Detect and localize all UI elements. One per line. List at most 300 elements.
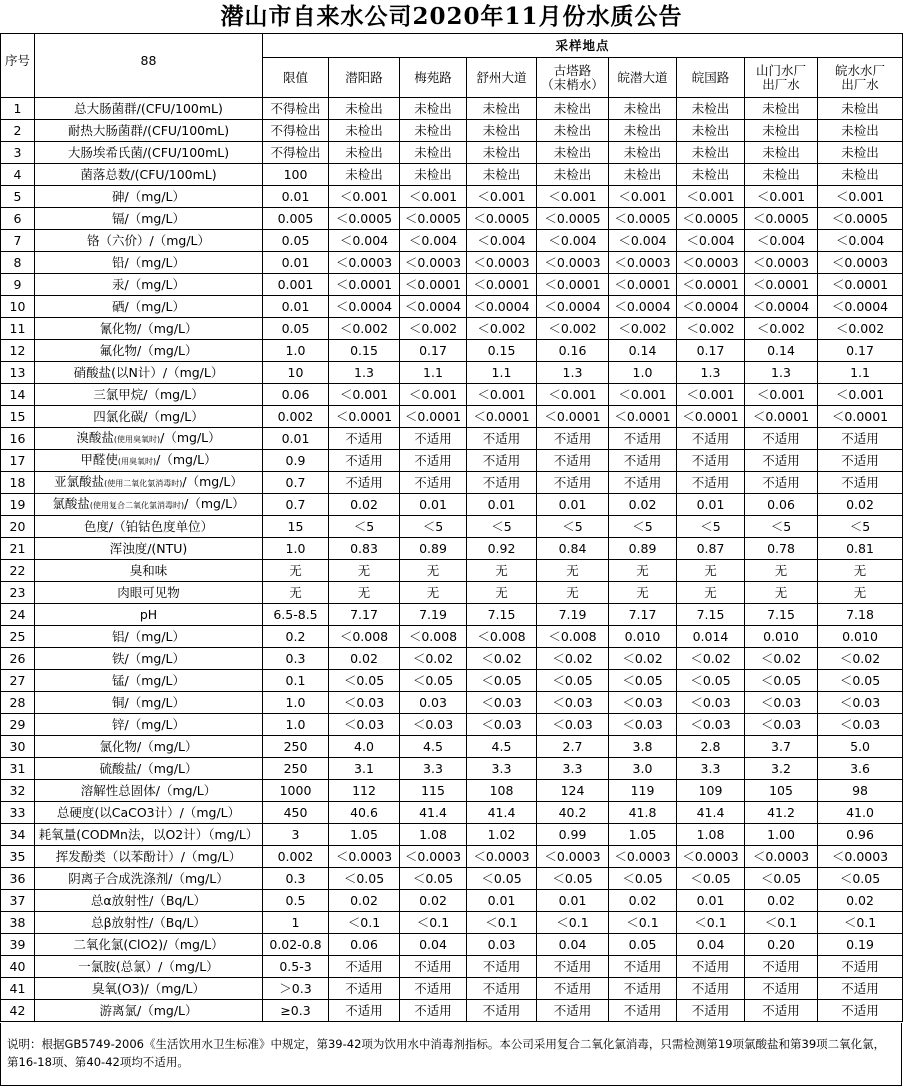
measured-value: ＜0.0005	[745, 208, 818, 230]
col-header-site-2: 梅苑路	[400, 58, 467, 98]
table-row	[1, 274, 903, 296]
measured-value: 0.78	[745, 538, 818, 560]
row-number: 4	[1, 164, 35, 186]
measured-value: 0.15	[329, 340, 400, 362]
measured-value: ＜0.02	[400, 648, 467, 670]
measured-value: ＜0.05	[609, 868, 677, 890]
measured-value: 3.2	[745, 758, 818, 780]
row-number: 41	[1, 978, 35, 1000]
measured-value: 无	[329, 560, 400, 582]
measured-value: 0.20	[745, 934, 818, 956]
measured-value: 2.7	[537, 736, 609, 758]
measured-value: ＜5	[537, 516, 609, 538]
measured-value: 不适用	[609, 450, 677, 472]
measured-value: 0.16	[537, 340, 609, 362]
table-row	[1, 802, 903, 824]
measured-value: 未检出	[745, 164, 818, 186]
measured-value: ＜0.1	[467, 912, 537, 934]
measured-value: 1.1	[467, 362, 537, 384]
measured-value: ＜0.1	[745, 912, 818, 934]
measured-value: 109	[677, 780, 745, 802]
measured-value: ＜0.0001	[467, 274, 537, 296]
col-header-site-4: 古塔路 （末梢水）	[537, 58, 609, 98]
measured-value: ＜0.05	[400, 868, 467, 890]
measured-value: ＜0.1	[818, 912, 903, 934]
measured-value: 不适用	[467, 472, 537, 494]
limit-value: 0.3	[263, 648, 329, 670]
table-row	[1, 494, 903, 516]
measured-value: 不适用	[467, 956, 537, 978]
measured-value: 未检出	[400, 98, 467, 120]
measured-value: 0.05	[609, 934, 677, 956]
row-number: 12	[1, 340, 35, 362]
measured-value: ＜0.05	[745, 868, 818, 890]
measured-value: 不适用	[818, 472, 903, 494]
measured-value: ＜0.001	[677, 384, 745, 406]
measured-value: 4.5	[400, 736, 467, 758]
measured-value: 41.0	[818, 802, 903, 824]
limit-value: 1000	[263, 780, 329, 802]
measured-value: 40.2	[537, 802, 609, 824]
measured-value: ＜0.03	[745, 714, 818, 736]
measured-value: ＜0.0001	[818, 274, 903, 296]
row-number: 17	[1, 450, 35, 472]
measured-value: 1.3	[329, 362, 400, 384]
measured-value: 0.01	[537, 494, 609, 516]
measured-value: 0.15	[467, 340, 537, 362]
measured-value: 不适用	[467, 1000, 537, 1022]
measured-value: 4.0	[329, 736, 400, 758]
measured-value: 3.1	[329, 758, 400, 780]
indicator-name: 锌/（mg/L）	[35, 714, 263, 736]
col-header-site-5: 皖潜大道	[609, 58, 677, 98]
table-row	[1, 450, 903, 472]
table-row	[1, 208, 903, 230]
measured-value: ＜5	[745, 516, 818, 538]
row-number: 26	[1, 648, 35, 670]
table-row	[1, 692, 903, 714]
measured-value: ＜0.03	[609, 714, 677, 736]
table-row	[1, 296, 903, 318]
measured-value: 未检出	[609, 98, 677, 120]
limit-value: 0.02-0.8	[263, 934, 329, 956]
measured-value: 41.4	[467, 802, 537, 824]
measured-value: 0.02	[400, 890, 467, 912]
measured-value: ＜0.001	[609, 384, 677, 406]
measured-value: ＜0.03	[329, 714, 400, 736]
table-row	[1, 318, 903, 340]
measured-value: 不适用	[745, 472, 818, 494]
indicator-name: 色度/（铂钴色度单位）	[35, 516, 263, 538]
measured-value: ＜0.1	[329, 912, 400, 934]
measured-value: 7.15	[677, 604, 745, 626]
measured-value: ＜0.0003	[609, 846, 677, 868]
measured-value: 未检出	[329, 142, 400, 164]
measured-value: 1.05	[329, 824, 400, 846]
measured-value: ＜0.0001	[467, 406, 537, 428]
measured-value: ＜0.1	[537, 912, 609, 934]
measured-value: ＜5	[467, 516, 537, 538]
measured-value: ＜0.02	[537, 648, 609, 670]
measured-value: 3.3	[467, 758, 537, 780]
measured-value: 不适用	[609, 1000, 677, 1022]
measured-value: 未检出	[400, 120, 467, 142]
measured-value: ＜0.1	[400, 912, 467, 934]
measured-value: 未检出	[609, 142, 677, 164]
measured-value: 1.0	[609, 362, 677, 384]
measured-value: ＜0.0005	[818, 208, 903, 230]
measured-value: 0.014	[677, 626, 745, 648]
measured-value: 未检出	[400, 142, 467, 164]
measured-value: ＜0.002	[609, 318, 677, 340]
indicator-name: 四氯化碳/（mg/L）	[35, 406, 263, 428]
measured-value: 3.0	[609, 758, 677, 780]
measured-value: ＜0.001	[677, 186, 745, 208]
measured-value: 124	[537, 780, 609, 802]
measured-value: 0.03	[467, 934, 537, 956]
limit-value: 3	[263, 824, 329, 846]
row-number: 31	[1, 758, 35, 780]
measured-value: 不适用	[467, 978, 537, 1000]
measured-value: 41.4	[677, 802, 745, 824]
measured-value: 不适用	[609, 956, 677, 978]
table-row	[1, 120, 903, 142]
measured-value: 112	[329, 780, 400, 802]
measured-value: 不适用	[745, 978, 818, 1000]
measured-value: 1.3	[745, 362, 818, 384]
row-number: 14	[1, 384, 35, 406]
measured-value: ＜0.001	[329, 384, 400, 406]
measured-value: ＜0.03	[537, 714, 609, 736]
measured-value: 1.02	[467, 824, 537, 846]
measured-value: 不适用	[537, 978, 609, 1000]
row-number: 24	[1, 604, 35, 626]
measured-value: ＜0.001	[745, 186, 818, 208]
measured-value: 未检出	[677, 142, 745, 164]
measured-value: ＜0.03	[400, 714, 467, 736]
water-quality-table	[0, 33, 903, 1022]
table-row	[1, 956, 903, 978]
limit-value: 1.0	[263, 538, 329, 560]
measured-value: ＜0.002	[745, 318, 818, 340]
measured-value: 未检出	[745, 98, 818, 120]
col-header-site-1: 潜阳路	[329, 58, 400, 98]
row-number: 35	[1, 846, 35, 868]
table-row	[1, 230, 903, 252]
measured-value: 0.010	[818, 626, 903, 648]
measured-value: 不适用	[400, 978, 467, 1000]
page-title: 潜山市自来水公司2020年11月份水质公告	[220, 3, 683, 30]
indicator-name: 三氯甲烷/（mg/L）	[35, 384, 263, 406]
measured-value: ＜0.0003	[745, 846, 818, 868]
limit-value: 0.7	[263, 472, 329, 494]
row-number: 28	[1, 692, 35, 714]
row-number: 1	[1, 98, 35, 120]
measured-value: ＜0.002	[677, 318, 745, 340]
indicator-name: pH	[35, 604, 263, 626]
limit-value: 0.5-3	[263, 956, 329, 978]
measured-value: ＜0.05	[537, 868, 609, 890]
measured-value: 未检出	[745, 120, 818, 142]
measured-value: 7.19	[537, 604, 609, 626]
measured-value: 5.0	[818, 736, 903, 758]
measured-value: 3.7	[745, 736, 818, 758]
measured-value: ＜0.001	[537, 384, 609, 406]
indicator-name: 锰/（mg/L）	[35, 670, 263, 692]
indicator-name: 铜/（mg/L）	[35, 692, 263, 714]
measured-value: ＜0.0003	[467, 252, 537, 274]
measured-value: 0.19	[818, 934, 903, 956]
measured-value: 未检出	[329, 120, 400, 142]
measured-value: ＜0.0003	[537, 846, 609, 868]
measured-value: ＜0.0001	[818, 406, 903, 428]
measured-value: 不适用	[677, 428, 745, 450]
measured-value: 119	[609, 780, 677, 802]
measured-value: 0.02	[329, 494, 400, 516]
table-row	[1, 890, 903, 912]
table-body	[1, 98, 903, 1022]
measured-value: ＜0.0004	[677, 296, 745, 318]
measured-value: 0.02	[609, 890, 677, 912]
measured-value: 7.19	[400, 604, 467, 626]
measured-value: ＜0.001	[400, 186, 467, 208]
table-row	[1, 538, 903, 560]
table-row	[1, 560, 903, 582]
measured-value: ＜0.0001	[329, 406, 400, 428]
measured-value: ＜0.0003	[677, 252, 745, 274]
measured-value: 41.8	[609, 802, 677, 824]
measured-value: 0.04	[537, 934, 609, 956]
row-number: 36	[1, 868, 35, 890]
measured-value: 2.8	[677, 736, 745, 758]
limit-value: 0.01	[263, 186, 329, 208]
measured-value: ＜0.004	[609, 230, 677, 252]
indicator-name: 氟化物/（mg/L）	[35, 340, 263, 362]
measured-value: 不适用	[677, 978, 745, 1000]
measured-value: ＜0.0005	[677, 208, 745, 230]
measured-value: 4.5	[467, 736, 537, 758]
measured-value: 3.8	[609, 736, 677, 758]
measured-value: 无	[745, 582, 818, 604]
table-row	[1, 1000, 903, 1022]
measured-value: 不适用	[609, 978, 677, 1000]
measured-value: 不适用	[537, 428, 609, 450]
indicator-name: 二氧化氯(ClO2)/（mg/L）	[35, 934, 263, 956]
table-row	[1, 252, 903, 274]
measured-value: ＜0.008	[400, 626, 467, 648]
measured-value: ＜0.0003	[329, 846, 400, 868]
table-row	[1, 340, 903, 362]
footnote: 说明：根据GB5749-2006《生活饮用水卫生标准》中规定，第39-42项为饮用水中消毒剂指标。本公司采用复合二氧化氯消毒，只需检测第19项氯酸盐和第39项二氧化氯，第16-18项、第40-42项均不适用。	[0, 1023, 902, 1086]
measured-value: 未检出	[537, 142, 609, 164]
measured-value: ＜0.004	[537, 230, 609, 252]
indicator-name: 总α放射性/（Bq/L）	[35, 890, 263, 912]
measured-value: 7.15	[467, 604, 537, 626]
measured-value: ＜0.002	[818, 318, 903, 340]
measured-value: 无	[537, 582, 609, 604]
measured-value: ＜0.1	[609, 912, 677, 934]
measured-value: ＜0.004	[745, 230, 818, 252]
measured-value: 41.2	[745, 802, 818, 824]
measured-value: ＜0.05	[818, 868, 903, 890]
measured-value: ＜0.03	[818, 714, 903, 736]
measured-value: 105	[745, 780, 818, 802]
measured-value: ＜0.0001	[609, 274, 677, 296]
measured-value: ＜5	[400, 516, 467, 538]
measured-value: 无	[400, 582, 467, 604]
measured-value: ＜0.001	[745, 384, 818, 406]
measured-value: 未检出	[677, 120, 745, 142]
row-number: 29	[1, 714, 35, 736]
row-number: 30	[1, 736, 35, 758]
col-header-limit: 限值	[263, 58, 329, 98]
measured-value: 无	[677, 582, 745, 604]
col-header-site-7: 山门水厂 出厂水	[745, 58, 818, 98]
measured-value: 未检出	[400, 164, 467, 186]
measured-value: ＜0.0003	[677, 846, 745, 868]
measured-value: ＜0.0001	[329, 274, 400, 296]
measured-value: ＜0.0004	[467, 296, 537, 318]
limit-value: 无	[263, 582, 329, 604]
measured-value: 未检出	[467, 98, 537, 120]
row-number: 27	[1, 670, 35, 692]
measured-value: 未检出	[467, 120, 537, 142]
measured-value: 1.00	[745, 824, 818, 846]
table-row	[1, 626, 903, 648]
indicator-name: 氯化物/（mg/L）	[35, 736, 263, 758]
measured-value: 不适用	[329, 472, 400, 494]
measured-value: 41.4	[400, 802, 467, 824]
indicator-name: 肉眼可见物	[35, 582, 263, 604]
limit-value: 0.001	[263, 274, 329, 296]
measured-value: 不适用	[677, 1000, 745, 1022]
col-header-site-3: 舒州大道	[467, 58, 537, 98]
row-number: 42	[1, 1000, 35, 1022]
limit-value: 不得检出	[263, 142, 329, 164]
limit-value: 450	[263, 802, 329, 824]
measured-value: 不适用	[745, 1000, 818, 1022]
table-row	[1, 846, 903, 868]
measured-value: 0.04	[677, 934, 745, 956]
row-number: 19	[1, 494, 35, 516]
measured-value: 0.84	[537, 538, 609, 560]
indicator-name: 硒/（mg/L）	[35, 296, 263, 318]
measured-value: ＜0.05	[467, 868, 537, 890]
measured-value: 3.6	[818, 758, 903, 780]
measured-value: ＜0.0003	[609, 252, 677, 274]
measured-value: ＜0.001	[818, 384, 903, 406]
table-row	[1, 978, 903, 1000]
measured-value: 不适用	[609, 472, 677, 494]
measured-value: 未检出	[677, 164, 745, 186]
measured-value: 不适用	[537, 450, 609, 472]
measured-value: ＜0.0003	[818, 846, 903, 868]
row-number: 21	[1, 538, 35, 560]
measured-value: 3.3	[677, 758, 745, 780]
measured-value: 未检出	[818, 120, 903, 142]
indicator-name: 臭氧(O3)/（mg/L）	[35, 978, 263, 1000]
measured-value: 不适用	[400, 428, 467, 450]
indicator-name: 大肠埃希氏菌/(CFU/100mL)	[35, 142, 263, 164]
measured-value: 0.01	[677, 890, 745, 912]
measured-value: ＜0.004	[818, 230, 903, 252]
indicator-name: 铁/（mg/L）	[35, 648, 263, 670]
measured-value: 7.17	[609, 604, 677, 626]
measured-value: ＜0.05	[329, 670, 400, 692]
table-row	[1, 736, 903, 758]
row-number: 20	[1, 516, 35, 538]
indicator-name: 阴离子合成洗涤剂/（mg/L）	[35, 868, 263, 890]
measured-value: 无	[537, 560, 609, 582]
indicator-name: 砷/（mg/L）	[35, 186, 263, 208]
measured-value: 无	[818, 582, 903, 604]
limit-value: 1	[263, 912, 329, 934]
measured-value: ＜0.008	[467, 626, 537, 648]
measured-value: ＜0.05	[537, 670, 609, 692]
measured-value: 不适用	[329, 1000, 400, 1022]
measured-value: ＜0.0005	[467, 208, 537, 230]
measured-value: 0.03	[400, 692, 467, 714]
measured-value: 1.1	[400, 362, 467, 384]
measured-value: ＜0.05	[677, 670, 745, 692]
measured-value: 不适用	[400, 1000, 467, 1022]
measured-value: ＜0.0003	[329, 252, 400, 274]
measured-value: 0.01	[400, 494, 467, 516]
measured-value: 1.1	[818, 362, 903, 384]
limit-value: 0.01	[263, 252, 329, 274]
measured-value: 0.99	[537, 824, 609, 846]
indicator-name: 总大肠菌群/(CFU/100mL)	[35, 98, 263, 120]
measured-value: 不适用	[677, 956, 745, 978]
indicator-name: 游离氯/（mg/L）	[35, 1000, 263, 1022]
measured-value: 0.02	[329, 890, 400, 912]
measured-value: ＜0.03	[467, 692, 537, 714]
measured-value: ＜0.05	[677, 868, 745, 890]
col-header-site-6: 皖国路	[677, 58, 745, 98]
measured-value: 0.02	[745, 890, 818, 912]
measured-value: ＜0.001	[329, 186, 400, 208]
measured-value: 1.08	[677, 824, 745, 846]
measured-value: 不适用	[329, 956, 400, 978]
measured-value: ＜0.002	[329, 318, 400, 340]
measured-value: 未检出	[467, 164, 537, 186]
measured-value: 0.14	[609, 340, 677, 362]
measured-value: 0.14	[745, 340, 818, 362]
measured-value: 115	[400, 780, 467, 802]
measured-value: ＜0.05	[329, 868, 400, 890]
measured-value: ＜0.0003	[537, 252, 609, 274]
measured-value: 0.89	[400, 538, 467, 560]
measured-value: ＜0.0005	[609, 208, 677, 230]
measured-value: 0.02	[329, 648, 400, 670]
limit-value: 无	[263, 560, 329, 582]
measured-value: ＜0.03	[677, 714, 745, 736]
row-number: 11	[1, 318, 35, 340]
limit-value: 6.5-8.5	[263, 604, 329, 626]
measured-value: ＜0.001	[818, 186, 903, 208]
measured-value: ＜0.0001	[537, 274, 609, 296]
measured-value: 无	[609, 560, 677, 582]
measured-value: ＜0.004	[329, 230, 400, 252]
table-row	[1, 186, 903, 208]
measured-value: 不适用	[329, 450, 400, 472]
measured-value: 不适用	[467, 428, 537, 450]
measured-value: 不适用	[818, 428, 903, 450]
measured-value: ＜0.002	[537, 318, 609, 340]
measured-value: ＜0.001	[467, 384, 537, 406]
measured-value: ＜0.0003	[818, 252, 903, 274]
limit-value: 0.5	[263, 890, 329, 912]
